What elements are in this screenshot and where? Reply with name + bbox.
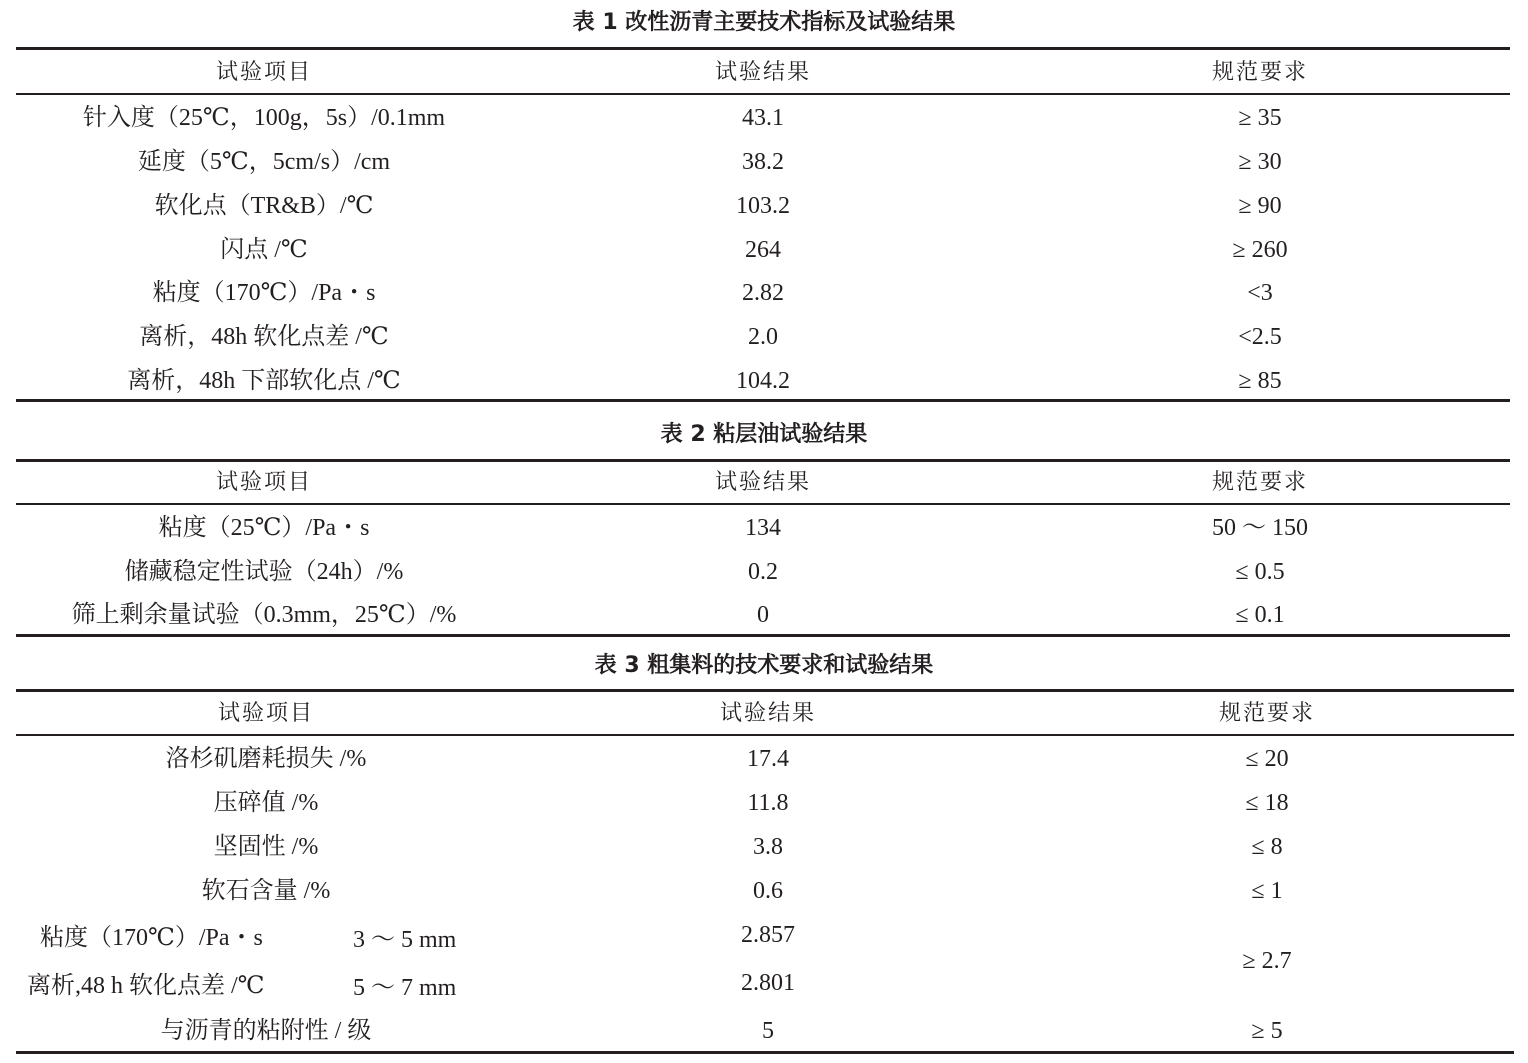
table-cell-item: 针入度（25℃，100g，5s）/0.1mm [82,105,446,131]
table-cell-requirement: ≤ 8 [1251,834,1283,860]
table-cell-item: 压碎值 /% [213,790,319,816]
table-cell-requirement: ≤ 18 [1245,790,1289,816]
table-cell-item: 粘度（170℃）/Pa・s [152,280,376,306]
table-cell-item: 软石含量 /% [201,878,331,904]
table-1-bottom-rule [16,399,1510,402]
table-cell-result: 38.2 [742,149,784,175]
table-cell-item: 洛杉矶磨耗损失 /% [165,746,367,772]
table-cell-item: 软化点（TR&B）/℃ [154,193,374,219]
table-3-header-requirement: 规范要求 [1218,701,1316,726]
table-cell-item: 离析,48 h 软化点差 /℃ [27,973,265,999]
table-cell-result: 2.82 [742,280,784,306]
table-1-header-item: 试验项目 [215,60,313,85]
table-cell-result: 264 [745,237,781,263]
table-2-header-item: 试验项目 [215,470,313,495]
table-cell-result: 11.8 [747,790,789,816]
table-cell-requirement: ≥ 90 [1238,193,1282,219]
table-1-top-rule [16,47,1510,50]
table-cell-result: 0 [757,602,769,628]
table-cell-item: 延度（5℃，5cm/s）/cm [137,149,391,175]
table-cell-requirement: ≥ 5 [1251,1018,1283,1044]
table-2-caption: 表 2 粘层油试验结果 [660,422,868,447]
table-cell-requirement: ≤ 0.5 [1235,559,1285,585]
table-1-caption: 表 1 改性沥青主要技术指标及试验结果 [572,10,956,35]
table-cell-item: 储藏稳定性试验（24h）/% [124,559,404,585]
table-cell-item: 粘度（170℃）/Pa・s [40,925,263,951]
table-cell-item: 离析，48h 下部软化点 /℃ [127,368,401,394]
table-cell-result: 3.8 [753,834,783,860]
table-cell-item: 与沥青的粘附性 / 级 [160,1018,372,1044]
table-1-header-rule [16,93,1510,95]
table-cell-result: 17.4 [747,746,789,772]
table-3-header-item: 试验项目 [217,701,315,726]
table-cell-result: 104.2 [736,368,790,394]
table-2-bottom-rule [16,634,1510,637]
table-cell-result: 2.0 [748,324,778,350]
table-cell-item: 坚固性 /% [213,834,319,860]
table-3-header-result: 试验结果 [719,701,817,726]
table-3-bottom-rule [16,1051,1514,1054]
table-3-top-rule [16,689,1514,692]
table-cell-item: 筛上剩余量试验（0.3mm，25℃）/% [71,602,457,628]
table-2-header-rule [16,503,1510,505]
table-cell-size: 5 ～ 7 mm [353,975,457,1001]
table-cell-item: 粘度（25℃）/Pa・s [158,515,370,541]
table-cell-result: 2.801 [741,970,795,996]
table-cell-requirement: ≥ 260 [1232,237,1288,263]
table-cell-result: 43.1 [742,105,784,131]
table-cell-result: 103.2 [736,193,790,219]
table-cell-requirement: ≤ 1 [1251,878,1283,904]
table-1-header-requirement: 规范要求 [1211,60,1309,85]
table-cell-result: 134 [745,515,781,541]
table-cell-item: 离析，48h 软化点差 /℃ [139,324,389,350]
table-cell-requirement: <2.5 [1238,324,1282,350]
table-cell-requirement: ≥ 30 [1238,149,1282,175]
table-cell-result: 5 [762,1018,774,1044]
table-cell-requirement: ≤ 0.1 [1235,602,1285,628]
table-cell-requirement: ≤ 20 [1245,746,1289,772]
table-cell-result: 0.6 [753,878,783,904]
table-cell-requirement: 50 ～ 150 [1212,515,1308,541]
table-3-header-rule [16,734,1514,736]
table-3-caption: 表 3 粗集料的技术要求和试验结果 [594,653,934,678]
table-cell-requirement: ≥ 2.7 [1242,948,1292,974]
table-cell-requirement: <3 [1247,280,1273,306]
table-2-header-result: 试验结果 [714,470,812,495]
table-cell-requirement: ≥ 35 [1238,105,1282,131]
table-cell-result: 0.2 [748,559,778,585]
table-cell-item: 闪点 /℃ [220,237,308,263]
table-2-top-rule [16,459,1510,462]
table-cell-requirement: ≥ 85 [1238,368,1282,394]
table-2-header-requirement: 规范要求 [1211,470,1309,495]
table-1-header-result: 试验结果 [714,60,812,85]
table-cell-size: 3 ～ 5 mm [353,927,457,953]
table-cell-result: 2.857 [741,922,795,948]
